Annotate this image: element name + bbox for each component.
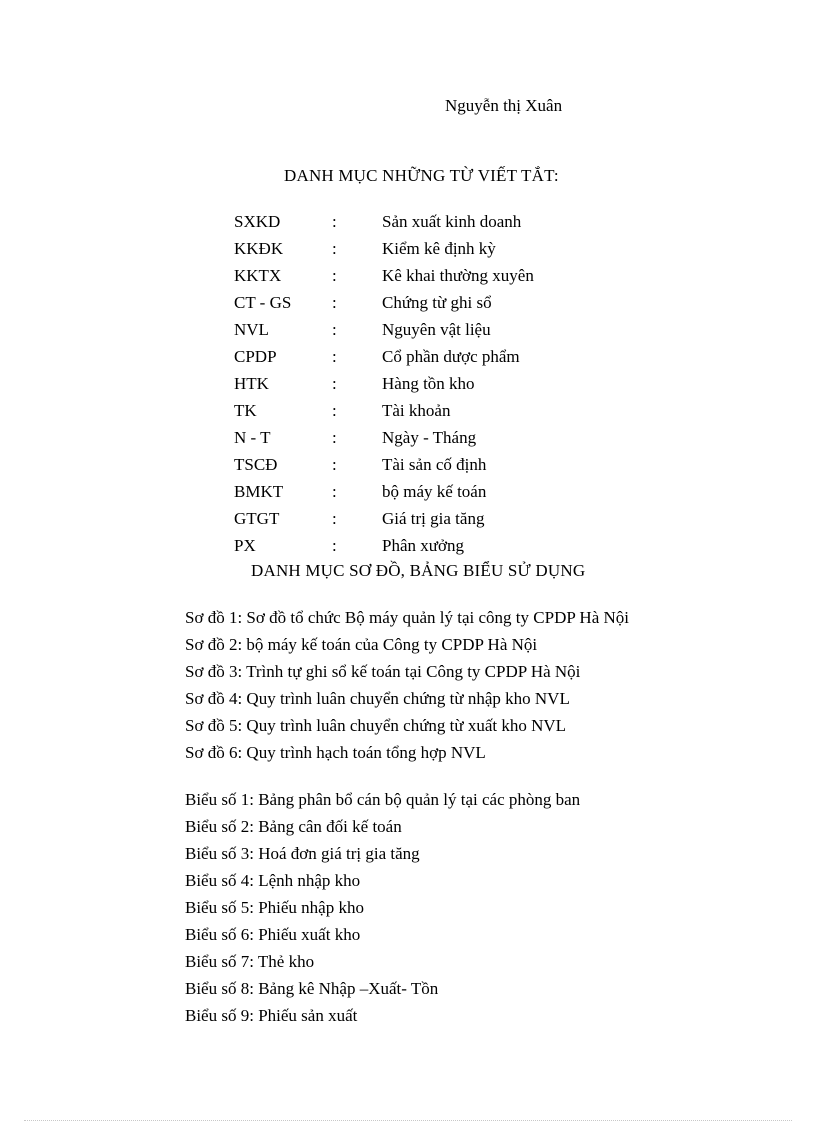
table-item: Biểu số 1: Bảng phân bổ cán bộ quản lý tại các phòng ban [185, 790, 581, 809]
abbreviations-heading: DANH MỤC NHỮNG TỪ VIẾT TẮT: [284, 166, 559, 185]
abbreviation-separator: : [332, 266, 337, 285]
author-name: Nguyễn thị Xuân [445, 96, 563, 115]
abbreviation-meaning: Hàng tồn kho [382, 374, 475, 393]
abbreviation-separator: : [332, 347, 337, 366]
abbreviation-separator: : [332, 212, 337, 231]
diagram-item: Sơ đồ 5: Quy trình luân chuyển chứng từ xuất kho NVL [185, 716, 567, 735]
abbreviation-meaning: Cổ phần dược phẩm [382, 347, 520, 366]
abbreviation-row [234, 347, 634, 374]
table-item: Biểu số 8: Bảng kê Nhập –Xuất- Tồn [185, 979, 439, 998]
table-list [185, 790, 785, 1033]
diagram-item: Sơ đồ 6: Quy trình hạch toán tổng hợp NVL [185, 743, 486, 762]
abbreviation-separator: : [332, 428, 337, 447]
abbreviation-meaning: bộ máy kế toán [382, 482, 487, 501]
abbreviation-code: KKĐK [234, 239, 284, 258]
abbreviation-row [234, 509, 634, 536]
abbreviation-code: TSCĐ [234, 455, 278, 474]
abbreviation-row [234, 482, 634, 509]
abbreviation-meaning: Tài khoản [382, 401, 451, 420]
abbreviation-meaning: Phân xưởng [382, 536, 464, 555]
abbreviation-code: PX [234, 536, 256, 555]
abbreviation-meaning: Chứng từ ghi sổ [382, 293, 492, 312]
abbreviation-separator: : [332, 401, 337, 420]
table-item: Biểu số 5: Phiếu nhập kho [185, 898, 364, 917]
abbreviation-separator: : [332, 320, 337, 339]
abbreviation-meaning: Kê khai thường xuyên [382, 266, 534, 285]
diagram-item: Sơ đồ 3: Trình tự ghi sổ kế toán tại Công ty CPDP Hà Nội [185, 662, 581, 681]
abbreviation-code: KKTX [234, 266, 282, 285]
table-item: Biểu số 2: Bảng cân đối kế toán [185, 817, 402, 836]
table-item: Biểu số 7: Thẻ kho [185, 952, 315, 971]
abbreviation-code: SXKD [234, 212, 281, 231]
abbreviation-code: CT - GS [234, 293, 292, 312]
page-bottom-divider [24, 1120, 792, 1121]
abbreviation-row [234, 374, 634, 401]
abbreviation-row [234, 401, 634, 428]
abbreviation-meaning: Tài sản cố định [382, 455, 487, 474]
abbreviation-code: TK [234, 401, 257, 420]
abbreviation-meaning: Kiểm kê định kỳ [382, 239, 496, 258]
abbreviation-meaning: Giá trị gia tăng [382, 509, 485, 528]
abbreviations-list [234, 212, 634, 563]
abbreviation-row [234, 293, 634, 320]
diagram-item: Sơ đồ 1: Sơ đồ tổ chức Bộ máy quản lý tại công ty CPDP Hà Nội [185, 608, 629, 627]
abbreviation-code: HTK [234, 374, 269, 393]
abbreviation-separator: : [332, 482, 337, 501]
abbreviation-meaning: Ngày - Tháng [382, 428, 477, 447]
abbreviation-row [234, 266, 634, 293]
abbreviation-row [234, 320, 634, 347]
abbreviation-row [234, 428, 634, 455]
abbreviation-separator: : [332, 455, 337, 474]
abbreviation-row [234, 212, 634, 239]
diagram-item: Sơ đồ 2: bộ máy kế toán của Công ty CPDP Hà Nội [185, 635, 538, 654]
abbreviation-code: BMKT [234, 482, 284, 501]
abbreviation-code: CPDP [234, 347, 277, 366]
abbreviation-code: N - T [234, 428, 271, 447]
abbreviation-meaning: Nguyên vật liệu [382, 320, 491, 339]
abbreviation-code: NVL [234, 320, 269, 339]
abbreviation-separator: : [332, 536, 337, 555]
diagrams-tables-heading: DANH MỤC SƠ ĐỒ, BẢNG BIỂU SỬ DỤNG [251, 561, 586, 580]
abbreviation-code: GTGT [234, 509, 280, 528]
abbreviation-row [234, 536, 634, 563]
abbreviation-separator: : [332, 293, 337, 312]
abbreviation-separator: : [332, 509, 337, 528]
abbreviation-separator: : [332, 374, 337, 393]
abbreviation-row [234, 239, 634, 266]
table-item: Biểu số 3: Hoá đơn giá trị gia tăng [185, 844, 420, 863]
diagram-item: Sơ đồ 4: Quy trình luân chuyển chứng từ nhập kho NVL [185, 689, 570, 708]
abbreviation-separator: : [332, 239, 337, 258]
abbreviation-meaning: Sản xuất kinh doanh [382, 212, 522, 231]
table-item: Biểu số 9: Phiếu sản xuất [185, 1006, 358, 1025]
table-item: Biểu số 6: Phiếu xuất kho [185, 925, 361, 944]
abbreviation-row [234, 455, 634, 482]
diagram-list [185, 608, 785, 770]
table-item: Biểu số 4: Lệnh nhập kho [185, 871, 361, 890]
